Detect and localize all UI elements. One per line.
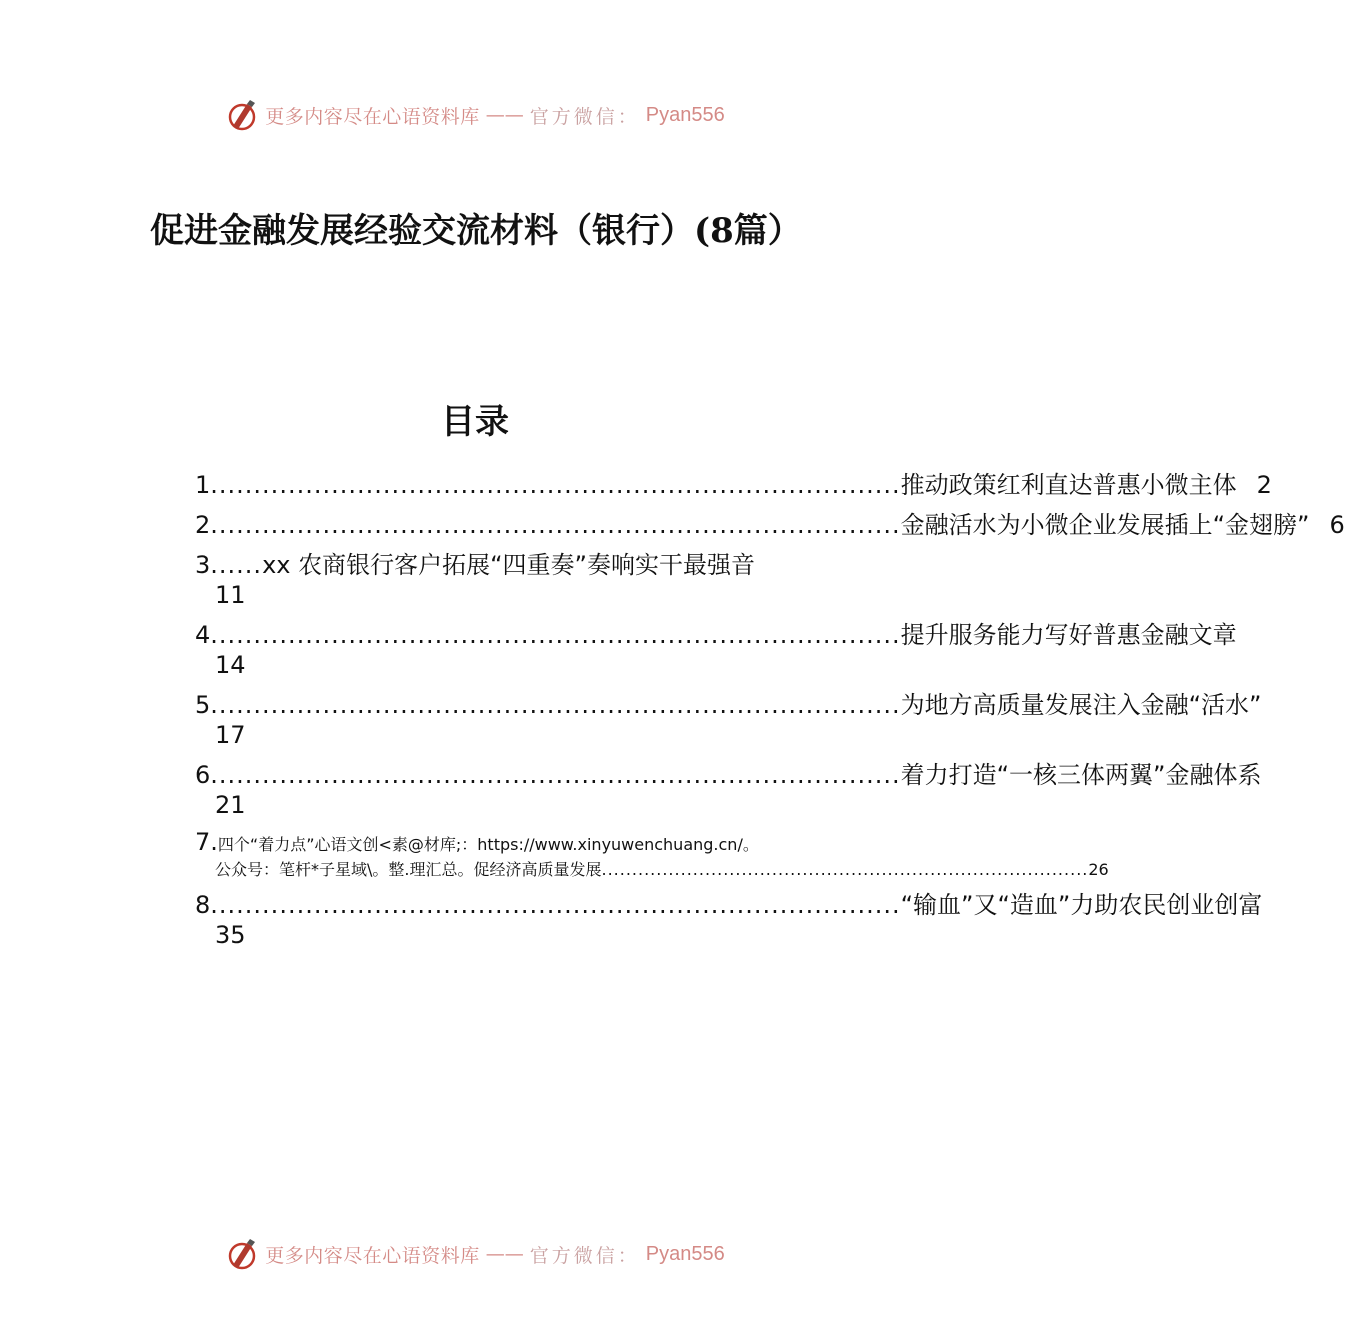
toc-entry-number: 4 (195, 621, 211, 649)
toc-entry-7[interactable] (195, 828, 1109, 882)
toc-entry-page: 21 (215, 791, 246, 819)
toc-entry-4[interactable] (195, 620, 1237, 680)
toc-entry-number: 3 (195, 551, 211, 579)
toc-leader-dots: ................................................................................ (210, 471, 901, 499)
watermark-footer (0, 1234, 950, 1274)
toc-entry-number: 1 (195, 471, 211, 499)
toc-entry-page: 11 (215, 581, 246, 609)
toc-entry-number: 2 (195, 511, 211, 539)
watermark-text: 更多内容尽在心语资料库 (265, 105, 480, 128)
toc-entry-page: 35 (215, 921, 246, 949)
toc-entry-page: 14 (215, 651, 246, 679)
toc-entry-page: 6 (1329, 511, 1345, 539)
toc-entry-5[interactable] (195, 690, 1262, 750)
watermark-wechat-label: 官方微信： (529, 1244, 640, 1267)
toc-entry-title: 推动政策红利直达普惠小微主体 (900, 471, 1237, 499)
toc-entry-title: 提升服务能力写好普惠金融文章 (900, 621, 1237, 649)
toc-leader-dots: ...... (210, 551, 263, 579)
watermark-wechat-label: 官方微信： (529, 105, 640, 128)
watermark-header (0, 95, 950, 135)
toc-entry-title-line2: 公众号：笔杆*子星域\。整.理汇总。促经济高质量发展 (215, 860, 602, 879)
toc-entry-2[interactable] (195, 510, 1345, 540)
toc-entry-number: 7. (195, 828, 218, 856)
toc-leader-dots: ................................................................................ (210, 761, 901, 789)
toc-leader-dots: ................................................................................ (210, 891, 901, 919)
toc-entry-page: 2 (1256, 471, 1272, 499)
toc-entry-number: 6 (195, 761, 211, 789)
toc-entry-number: 5 (195, 691, 211, 719)
document-title: 促进金融发展经验交流材料（银行）(8篇） (150, 211, 802, 251)
toc-entry-title: xx 农商银行客户拓展“四重奏”奏响实干最强音 (262, 551, 755, 579)
table-of-contents (195, 470, 1345, 960)
toc-entry-1[interactable] (195, 470, 1272, 500)
toc-leader-dots: ................................................................................ (210, 511, 901, 539)
toc-entry-title: 金融活水为小微企业发展插上“金翅膀” (900, 511, 1310, 539)
toc-leader-dots: ................................................................................ (601, 860, 1089, 879)
toc-entry-6[interactable] (195, 760, 1262, 820)
toc-entry-title: 为地方高质量发展注入金融“活水” (900, 691, 1262, 719)
toc-heading: 目录 (441, 402, 509, 442)
watermark-wechat-id: Pyan556 (645, 103, 725, 126)
toc-entry-8[interactable] (195, 890, 1263, 950)
toc-entry-title-line1: 四个“着力点”心语文创<素@材库;：https://www.xinyuwenchuang.cn/。 (217, 835, 759, 854)
watermark-dash: —— (485, 1243, 524, 1265)
watermark-text: 更多内容尽在心语资料库 (265, 1244, 480, 1267)
toc-entry-3[interactable] (195, 550, 845, 610)
watermark-dash: —— (485, 104, 524, 126)
toc-entry-page: 26 (1088, 860, 1109, 879)
toc-entry-title: 着力打造“一核三体两翼”金融体系 (900, 761, 1262, 789)
toc-leader-dots: ................................................................................ (210, 621, 901, 649)
toc-entry-page: 17 (215, 721, 246, 749)
toc-entry-title: “输血”又“造血”力助农民创业创富 (900, 891, 1263, 919)
pen-logo-icon (225, 1237, 259, 1271)
toc-leader-dots: ................................................................................ (210, 691, 901, 719)
pen-logo-icon (225, 98, 259, 132)
watermark-wechat-id: Pyan556 (645, 1242, 725, 1265)
toc-entry-number: 8 (195, 891, 211, 919)
